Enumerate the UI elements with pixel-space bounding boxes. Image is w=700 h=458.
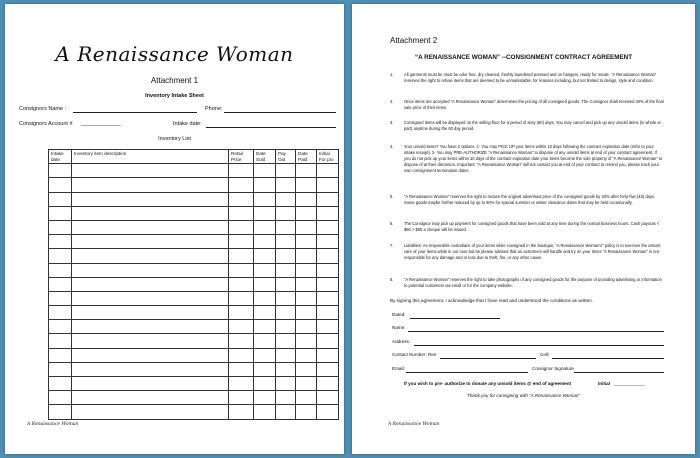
table-cell[interactable] [254,291,276,305]
logo-title: A Renaissance Woman [55,42,294,66]
table-cell[interactable] [49,362,72,376]
table-row [49,249,339,263]
cell-line [552,358,664,359]
table-cell[interactable] [276,320,296,334]
table-cell[interactable] [49,277,72,291]
table-row [49,306,339,320]
table-row [49,391,339,405]
table-cell[interactable] [229,362,254,376]
sheet-title: Inventory Intake Sheet [145,93,204,99]
table-cell[interactable] [49,235,72,249]
col-date-paid: Date Paid [296,150,317,164]
table-cell[interactable] [229,192,254,206]
intake-date-line [206,127,336,128]
table-cell[interactable] [296,377,317,391]
dated-line [410,318,500,319]
table-cell[interactable] [254,164,276,178]
table-cell[interactable] [49,206,72,220]
table-cell[interactable] [317,220,339,234]
table-cell[interactable] [276,206,296,220]
table-cell[interactable] [229,263,254,277]
table-cell[interactable] [276,249,296,263]
table-cell[interactable] [276,348,296,362]
table-row [49,235,339,249]
table-cell[interactable] [229,377,254,391]
table-cell[interactable] [229,178,254,192]
name-line [408,331,664,332]
table-cell[interactable] [254,235,276,249]
table-cell[interactable] [296,306,317,320]
table-cell[interactable] [72,377,229,391]
initial-label: Initial [598,381,610,386]
table-cell[interactable] [229,249,254,263]
table-cell[interactable] [317,178,339,192]
intake-sheet-page [5,4,344,454]
table-cell[interactable] [229,220,254,234]
table-cell[interactable] [229,291,254,305]
col-retail-price: Retail Price [229,150,254,164]
col-date-sold: Date Sold [254,150,276,164]
table-cell[interactable] [317,334,339,348]
table-cell[interactable] [276,291,296,305]
table-cell[interactable] [229,391,254,405]
table-row [49,334,339,348]
table-cell[interactable] [72,348,229,362]
col-initial: Initial For p/o [317,150,339,164]
initial-value: ____________ [614,381,645,386]
table-cell[interactable] [254,348,276,362]
table-cell[interactable] [317,263,339,277]
table-cell[interactable] [317,206,339,220]
table-cell[interactable] [72,164,229,178]
table-row [49,377,339,391]
table-cell[interactable] [72,178,229,192]
table-cell[interactable] [254,334,276,348]
inventory-list-label: Inventory List [158,136,191,142]
signature-line [574,372,664,373]
table-cell[interactable] [229,277,254,291]
table-cell[interactable] [276,277,296,291]
table-cell[interactable] [72,263,229,277]
table-cell[interactable] [49,320,72,334]
dated-label: Dated: [392,312,406,317]
table-cell[interactable] [254,320,276,334]
table-cell[interactable] [254,277,276,291]
inventory-header-row [49,150,339,164]
table-cell[interactable] [296,235,317,249]
table-cell[interactable] [254,263,276,277]
table-cell[interactable] [49,263,72,277]
attachment-2-heading: Attachment 2 [390,36,438,45]
col-description: Inventory item description [72,150,229,164]
table-cell[interactable] [72,235,229,249]
table-cell[interactable] [49,291,72,305]
table-cell[interactable] [276,235,296,249]
table-cell[interactable] [254,249,276,263]
table-cell[interactable] [72,220,229,234]
table-cell[interactable] [229,306,254,320]
table-cell[interactable] [317,235,339,249]
page2-footer: A Renaissance Woman [388,422,440,427]
table-cell[interactable] [296,291,317,305]
table-row [49,291,339,305]
table-cell[interactable] [72,334,229,348]
table-cell[interactable] [317,377,339,391]
inventory-table [48,149,339,420]
consignor-signature-label: Consignor Signature [532,366,574,371]
page1-footer: A Renaissance Woman [27,422,79,427]
table-row [49,192,339,206]
table-cell[interactable] [49,391,72,405]
thank-you-note: Thank you for consigning with “A Renaissance Woman” [467,393,580,398]
table-cell[interactable] [72,391,229,405]
table-cell[interactable] [254,178,276,192]
table-cell[interactable] [296,263,317,277]
table-cell[interactable] [254,206,276,220]
name-label: Name: [392,325,406,330]
consignor-name-line [73,112,197,113]
table-row [49,405,339,419]
table-cell[interactable] [296,277,317,291]
table-cell[interactable] [254,220,276,234]
table-cell[interactable] [254,306,276,320]
table-row [49,362,339,376]
table-cell[interactable] [229,206,254,220]
table-cell[interactable] [229,320,254,334]
table-cell[interactable] [254,391,276,405]
table-cell[interactable] [296,206,317,220]
table-cell[interactable] [229,348,254,362]
table-cell[interactable] [49,306,72,320]
table-row [49,348,339,362]
email-line [406,372,528,373]
attachment-1-heading: Attachment 1 [150,76,199,85]
table-cell[interactable] [317,391,339,405]
table-cell[interactable] [49,249,72,263]
table-cell[interactable] [229,405,254,419]
table-row [49,164,339,178]
table-cell[interactable] [317,306,339,320]
phone-line [224,112,336,113]
table-cell[interactable] [229,334,254,348]
table-cell[interactable] [276,178,296,192]
table-cell[interactable] [276,220,296,234]
table-cell[interactable] [254,405,276,419]
table-cell[interactable] [296,249,317,263]
table-cell[interactable] [296,220,317,234]
address-line [414,345,664,346]
table-cell[interactable] [296,164,317,178]
table-cell[interactable] [276,362,296,376]
table-cell[interactable] [72,306,229,320]
table-cell[interactable] [49,164,72,178]
account-value: _____________ [81,121,121,127]
table-cell[interactable] [296,362,317,376]
table-cell[interactable] [229,235,254,249]
table-cell[interactable] [254,192,276,206]
contact-line [440,358,536,359]
table-cell[interactable] [296,178,317,192]
table-cell[interactable] [49,377,72,391]
table-cell[interactable] [49,178,72,192]
table-row [49,178,339,192]
table-cell[interactable] [276,377,296,391]
table-cell[interactable] [296,334,317,348]
table-row [49,263,339,277]
table-cell[interactable] [72,192,229,206]
intake-date-label: Intake date: [173,121,202,127]
table-cell[interactable] [49,334,72,348]
agreement-statement: By signing this agreement, I acknowledge that I have read and understood the conditions as written. [390,298,594,303]
table-cell[interactable] [276,334,296,348]
table-cell[interactable] [254,377,276,391]
table-cell[interactable] [72,405,229,419]
table-cell[interactable] [317,277,339,291]
table-cell[interactable] [254,362,276,376]
table-row [49,320,339,334]
table-cell[interactable] [49,192,72,206]
table-cell[interactable] [317,320,339,334]
table-cell[interactable] [72,249,229,263]
contract-page: Attachment 2 “A RENAISSANCE WOMAN” --CONSIGNMENT CONTRACT AGREEMENT 1. All garments must be must be odor free, dry cleaned, freshly laundered pressed and on hangers, ready for resale. “A Renaissance Woman” reserves the right to refuse items that are deemed to be unmarketable, for reasons including, but not limited to design, style and condition. 2. Once items are accepted “A Renaissance Woman” determines the pricing of all consigned goods. The Consignor shall received 40% of the final sale price of their items. 3. Consigned items will be displayed on the selling floor for a period of sixty (60) days. You may cancel and pick up any unsold items (in whole or part) anytime during the 60 day period. 4. Your unsold items? You have 2 options. 1- You may PICK UP your items within 10 days following the contract expiration date (refer to your intake receipt). 2- You may PRE-AUTHORIZE “A Renaissance Woman” to dispose of any unsold items at end of your contract agreement. If you do not pick up your items within 10 days of the contract expiration date your items become the sole property of “A Renaissance Woman” to dispose of at their discretion. Important: “A Renaissance Woman” will not contact you at end of your contract to remind you, please track your own consignment termination dates. 5. “A Renaissance Woman” reserves the right to reduce the original advertised price of the consigned goods by 20% after forty-five (45) days. Some goods maybe further reduced by up to 60% for special summer or winter clearance dates that may be held occasionally. 6. The Consignor may pick up payment for consigned goods that have been sold at any time during the normal business hours. Cash payouts < $50 > $50 a cheque will be issued. 7. Liabilities: As responsible custodians of your items while consigned in the boutique, “A Renaissance Woman's” policy is to exercise the utmost care of your items while in our care but be please advised that as customers will handle and try on your items “A Renaissance Woman” is not responsible for any damage and or loss due to theft, fire, or any other cause. 8. “A Renaissance Woman” reserves the right to take photographs of any consigned goods for the purpose of providing advertising or information to potential customers via email or for the company website. By signing this agreement, I acknowledge that I have read and understood the conditions as written. Dated: Name: Address: Contact Number: Res Cell: Email: Consignor Signature If you wish to pre- authorize to donate any unsold items @ end of agreement Initial ____________ Thank you for consigning with “A Renaissance Woman” A Renaissance Woman [352,4,695,454]
table-cell[interactable] [276,263,296,277]
table-cell[interactable] [49,405,72,419]
table-cell[interactable] [72,206,229,220]
table-cell[interactable] [72,320,229,334]
table-cell[interactable] [317,362,339,376]
table-cell[interactable] [229,164,254,178]
table-cell[interactable] [296,391,317,405]
table-cell[interactable] [296,405,317,419]
table-cell[interactable] [49,348,72,362]
table-cell[interactable] [317,192,339,206]
cell-label: Cell: [540,352,550,357]
contact-label: Contact Number: Res [392,352,437,357]
table-cell[interactable] [72,362,229,376]
phone-label: Phone: [205,106,223,112]
table-cell[interactable] [276,164,296,178]
account-label: Consignors Account # [19,121,73,127]
consignor-name-label: Consignors Name : [19,106,67,112]
table-row [49,277,339,291]
table-cell[interactable] [296,192,317,206]
address-label: Address: [392,339,411,344]
contract-title: “A RENAISSANCE WOMAN” --CONSIGNMENT CONTRACT AGREEMENT [414,54,633,61]
table-cell[interactable] [296,320,317,334]
table-cell[interactable] [317,164,339,178]
email-label: Email: [392,366,405,371]
table-cell[interactable] [72,277,229,291]
table-cell[interactable] [49,220,72,234]
col-pay-out: Pay Out [276,150,296,164]
table-cell[interactable] [72,291,229,305]
table-cell[interactable] [276,405,296,419]
table-cell[interactable] [317,348,339,362]
table-row [49,206,339,220]
table-row [49,220,339,234]
table-cell[interactable] [317,291,339,305]
table-cell[interactable] [276,391,296,405]
table-cell[interactable] [276,192,296,206]
preauthorize-note: If you wish to pre- authorize to donate any unsold items @ end of agreement [404,381,572,386]
table-cell[interactable] [317,405,339,419]
table-cell[interactable] [276,306,296,320]
table-cell[interactable] [317,249,339,263]
table-cell[interactable] [296,348,317,362]
col-intake-date: Intake date [49,150,72,164]
